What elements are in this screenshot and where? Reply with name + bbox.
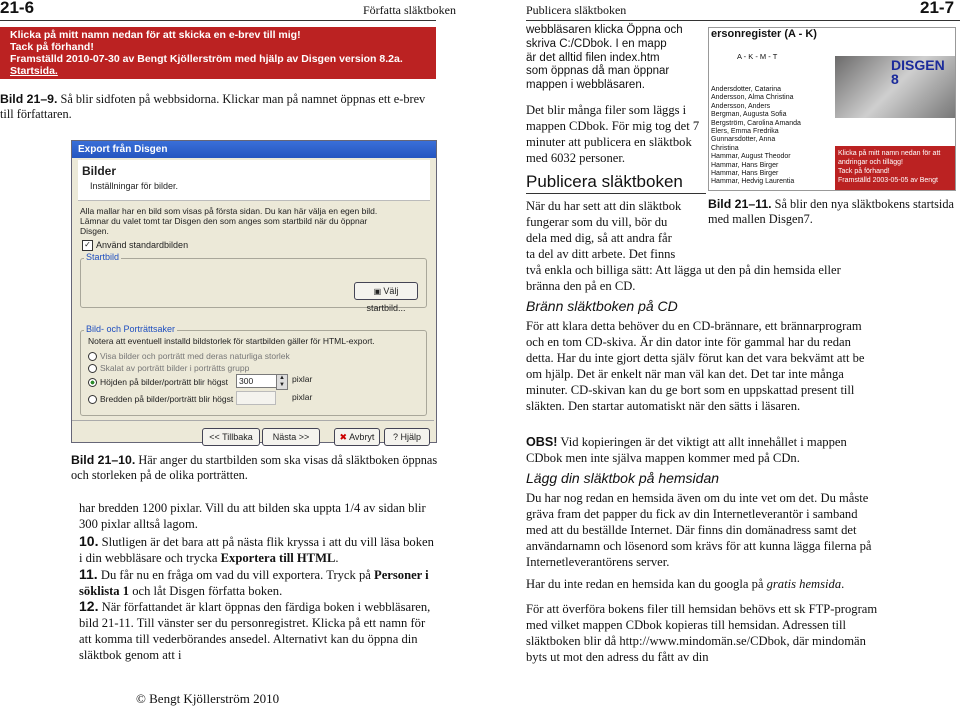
- help-icon: ?: [392, 432, 401, 442]
- checkbox-label: Använd standardbilden: [96, 240, 189, 250]
- caption-label: Bild 21–11.: [708, 197, 772, 211]
- register-letters: A - K - M - T: [737, 52, 778, 61]
- step-11: [79, 566, 439, 599]
- register-name[interactable]: Hammar, Hans Birger: [711, 170, 779, 178]
- publish-line: fungerar som du vill, bör du: [526, 215, 668, 229]
- caption-text: Så blir sidfoten på webbsidorna. Klickar man på namnet öppnas ett e-brev till författaren.: [0, 92, 426, 121]
- register-name[interactable]: Gunnarsdotter, Anna: [711, 136, 776, 144]
- ftp-paragraph: För att överföra bokens filer till hemsidan behövs ett sk FTP-program med vilket mappen CDbok kopieras till hemsidan. Adressen till släktboken blir då http://www.mindomän.se/CDbok, där mindomän byts ut mot den adress du fått av din: [526, 602, 878, 664]
- cd-paragraph: För att klara detta behöver du en CD-brännare, ett brännarprogram och en tom CD-skiva. Är din dator inte för gammal har du redan detta. Har du inte gjort detta själv förut kan det vara bekvämt att be om hjälp. Det är enkelt när man väl kan det. Det tar inte många minuter. CD-skivan kan du ge bort som en uppskattad present till släkten. Den startar automatiskt när den sätts i läsaren.: [526, 319, 865, 413]
- header-rule-left: [0, 20, 436, 21]
- intro-line: webbläsaren klicka Öppna och: [526, 24, 683, 36]
- para-continued: har bredden 1200 pixlar. Vill du att bilden ska uppta 1/4 av sidan blir 300 pixlar alltså lagom.: [79, 501, 426, 531]
- footer-banner-screenshot: [0, 27, 436, 79]
- step-12: [79, 598, 439, 663]
- disgen-logo-text: DISGEN 8: [891, 57, 945, 87]
- step-text: När författandet är klart öppnas den färdiga boken i webbläsaren, bild 21-11. Till vänster ser du personregistret. Klicka på ett namn för att komma till vederbörandes ansedel. Alternativt kan du öppna din släktbok genom att i: [79, 600, 431, 662]
- register-name[interactable]: Bergström, Carolina Amanda: [711, 119, 801, 127]
- size-option-width[interactable]: [88, 394, 233, 404]
- person-register-list: [711, 86, 831, 187]
- running-head-left: Författa släktboken: [363, 3, 456, 17]
- dialog-divider: [72, 420, 434, 421]
- sizes-note: Notera att eventuell installd bildstorlek för startbilden gäller för HTML-export.: [88, 336, 375, 346]
- header-rule-right: [526, 20, 960, 21]
- export-dialog-screenshot: [71, 140, 437, 443]
- cancel-label: Avbryt: [349, 432, 375, 442]
- step-bold: Personer i söklista 1: [79, 568, 429, 598]
- dialog-intro: Alla mallar har en bild som visas på första sidan. Du kan här välja en egen bild. Lämnar du valet tomt tar Disgen den som anges som startbild när du öppnar Disgen.: [80, 206, 378, 236]
- heading-rule: [526, 193, 706, 194]
- dialog-header: [78, 160, 430, 201]
- step-number: 10.: [79, 533, 99, 549]
- obs-paragraph: [526, 434, 878, 466]
- size-option-scaled[interactable]: [88, 363, 249, 373]
- publish-line: dela med dig, så att andra får: [526, 231, 672, 245]
- heading-burn-cd: Bränn släktboken på CD: [526, 298, 678, 314]
- dialog-heading: Bilder: [82, 164, 117, 178]
- obs-label: OBS!: [526, 435, 558, 449]
- register-title: ersonregister (A - K): [711, 28, 817, 40]
- banner-line: Startsida.: [10, 65, 58, 77]
- option-label: Höjden på bilder/porträtt blir högst: [100, 377, 229, 387]
- intro-line: är det alltid filen index.htm: [526, 51, 660, 64]
- banner-line: andringar och tillägg!: [838, 159, 903, 166]
- next-button[interactable]: Nästa >>: [262, 428, 320, 446]
- check-icon: ✓: [82, 240, 93, 251]
- register-name[interactable]: Christina: [711, 144, 739, 152]
- register-name[interactable]: Andersdotter, Catarina: [711, 86, 782, 93]
- register-name[interactable]: Hammar, Hedvig Laurentia: [711, 178, 795, 186]
- publish-intro: [526, 198, 704, 262]
- cancel-button[interactable]: [334, 428, 380, 446]
- heading-website: Lägg din släktbok på hemsidan: [526, 470, 720, 486]
- step-text: och låt Disgen författa boken.: [129, 584, 283, 598]
- group-startbild-label: Startbild: [86, 252, 120, 262]
- step-number: 12.: [79, 598, 99, 614]
- intro-line: som öppnas då man öppnar: [526, 65, 670, 78]
- obs-text: Vid kopieringen är det viktigt att allt innehållet i mappen CDbok men inte själva mappen kommer med på CDn.: [526, 435, 847, 465]
- width-unit: pixlar: [292, 392, 313, 402]
- step-bold: Exportera till HTML: [220, 551, 336, 565]
- choose-button-label: Välj startbild...: [366, 286, 406, 313]
- register-name[interactable]: Hammar, Hans Birger: [711, 161, 779, 169]
- caption-label: Bild 21–9.: [0, 92, 58, 106]
- radio-icon: [88, 352, 97, 361]
- banner-line: Framställd 2003-05-05 av Bengt: [838, 177, 938, 184]
- size-option-natural[interactable]: [88, 351, 290, 361]
- running-head-right: Publicera släktboken: [526, 3, 627, 17]
- width-input[interactable]: [236, 391, 276, 405]
- option-label: Bredden på bilder/porträtt blir högst: [100, 394, 234, 404]
- height-spinner[interactable]: ▲ ▼: [276, 374, 288, 390]
- size-option-height[interactable]: [88, 377, 228, 387]
- register-name[interactable]: Hammar, August Theodor: [711, 153, 791, 161]
- intro-column: [526, 24, 716, 93]
- radio-icon: [88, 378, 97, 387]
- step-text: Du får nu en fråga om vad du vill exportera. Tryck på: [100, 568, 374, 582]
- caption-21-11: [708, 197, 958, 227]
- banner-line: Klicka på mitt namn nedan för att skicka en e-brev till mig!: [10, 29, 301, 41]
- caption-label: Bild 21–10.: [71, 453, 136, 467]
- heading-publish: Publicera släktboken: [526, 172, 683, 191]
- many-files-para: Det blir många filer som läggs i mappen CDbok. För mig tog det 7 minuter att publicera en släktbok med 6032 personer.: [526, 103, 700, 165]
- use-default-checkbox[interactable]: [82, 240, 188, 251]
- banner-line: Tack på förhand!: [10, 41, 94, 53]
- banner-line: Framställd 2010-07-30 av Bengt Kjöllerström med hjälp av Disgen version 8.2a.: [10, 53, 403, 65]
- back-button[interactable]: << Tillbaka: [202, 428, 260, 446]
- radio-icon: [88, 364, 97, 373]
- group-sizes-label: Bild- och Porträttsaker: [86, 324, 176, 334]
- publish-line: När du har sett att din släktbok: [526, 199, 682, 213]
- caption-21-9: [0, 92, 440, 122]
- publish-rest: två enkla och billiga sätt: Att lägga ut den på din hemsida eller bränna den på en CD.: [526, 263, 841, 293]
- dialog-subheading: Inställningar för bilder.: [90, 181, 179, 191]
- register-name[interactable]: Andersson, Anders: [711, 102, 771, 110]
- google-paragraph: [526, 576, 878, 592]
- option-label: Visa bilder och porträtt med deras naturliga storlek: [100, 351, 290, 361]
- startpage-banner: [835, 146, 955, 190]
- publish-line: ta del av ditt arbete. Det finns: [526, 247, 676, 261]
- radio-icon: [88, 395, 97, 404]
- website-paragraph: Du har nog redan en hemsida även om du inte vet om det. Du måste gräva fram det papper du fick av din Internetleverantör i samband med att du beställde Internet. Där finns din domänadress samt det användarnamn och lösenord som krävs för att kunna lägga filerna på Internetleverantörens server.: [526, 491, 872, 569]
- folder-icon: ▣: [373, 287, 384, 296]
- disgen-logo-image: [835, 56, 955, 118]
- banner-line: Tack på förhand!: [838, 168, 890, 175]
- help-label: Hjälp: [400, 432, 422, 442]
- register-name[interactable]: Elers, Emma Fredrika: [711, 128, 779, 136]
- option-label: Skalat av porträtt bilder i porträtts grupp: [100, 363, 250, 373]
- copyright-footer: © Bengt Kjöllerström 2010: [136, 691, 280, 706]
- caption-text: Så blir den nya släktbokens startsida med mallen Disgen7.: [708, 197, 954, 226]
- help-button[interactable]: [384, 428, 430, 446]
- dialog-title: Export från Disgen: [72, 141, 436, 158]
- page-number-right: 21-7: [920, 0, 955, 17]
- register-name[interactable]: Bergman, Augusta Sofia: [711, 111, 787, 119]
- intro-line: mappen i webbläsaren.: [526, 79, 645, 92]
- book-startpage-screenshot: [708, 27, 956, 191]
- step-10: [79, 533, 439, 566]
- step-text: Slutligen är det bara att på nästa flik kryssa i att du vill läsa boken i din webbläsare och trycka: [79, 535, 434, 565]
- step-text: .: [335, 551, 339, 565]
- page-number-left: 21-6: [0, 0, 35, 17]
- banner-line: Klicka på mitt namn nedan för att: [838, 150, 941, 157]
- intro-line: skriva C:/CDbok. I en mapp: [526, 37, 667, 50]
- register-name[interactable]: Andersson, Alma Christina: [711, 94, 794, 102]
- height-input[interactable]: 300: [236, 374, 278, 388]
- choose-startimage-button[interactable]: [354, 282, 418, 313]
- step-number: 11.: [79, 566, 98, 582]
- cancel-icon: ✖: [339, 432, 350, 442]
- caption-21-10: [71, 453, 439, 483]
- google-text: Har du inte redan en hemsida kan du googla på: [526, 577, 767, 591]
- height-unit: pixlar: [292, 374, 313, 384]
- google-end: .: [841, 577, 845, 591]
- caption-text: Här anger du startbilden som ska visas då släktboken öppnas och storleken på de olika porträtten.: [71, 453, 438, 482]
- google-italic: gratis hemsida: [766, 577, 842, 591]
